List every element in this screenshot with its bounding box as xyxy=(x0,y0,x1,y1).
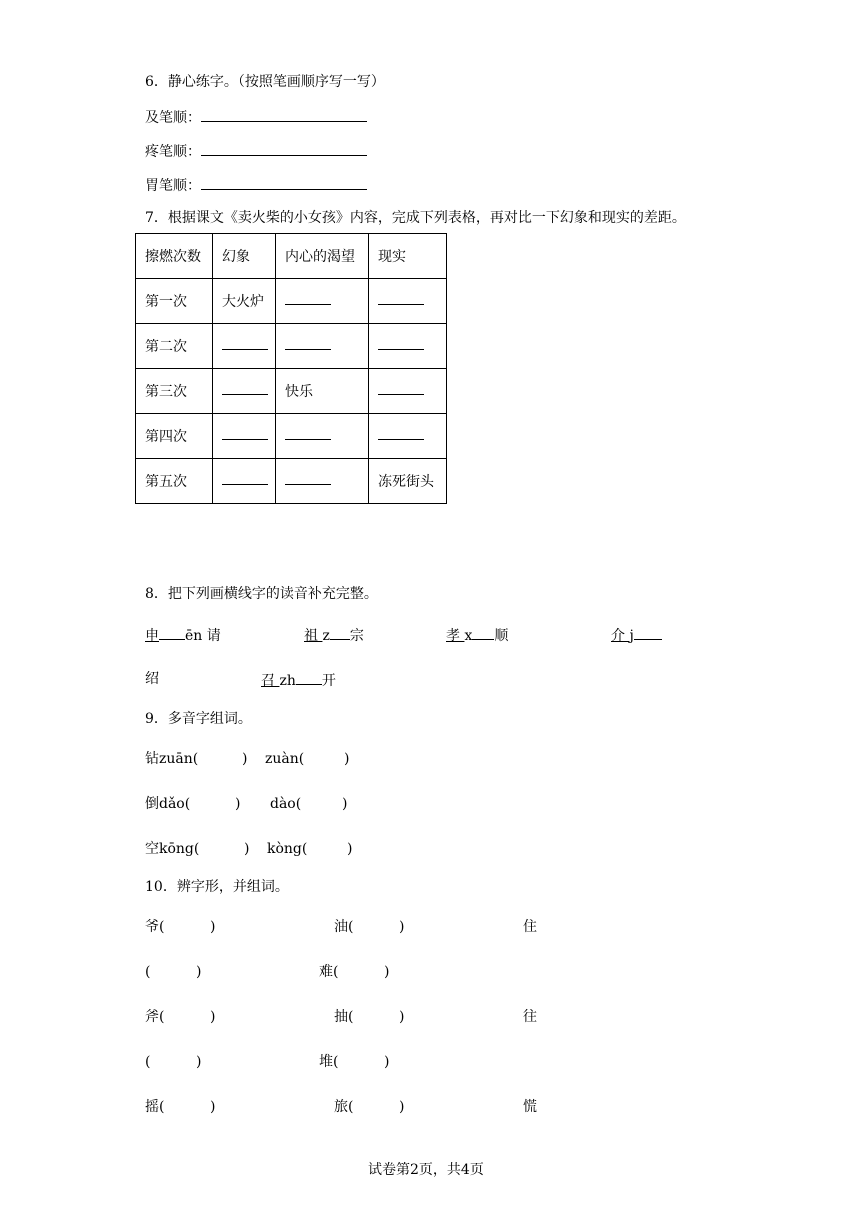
q8-item-3 xyxy=(446,626,508,644)
q9-pinyin-2: zuàn( xyxy=(265,751,305,767)
q8-item-1 xyxy=(145,626,221,644)
q10-title: 10．辨字形，并组词。 xyxy=(145,879,289,895)
q6-title: 6．静心练字。（按照笔画顺序写一写） xyxy=(145,74,385,90)
q8-title: 8．把下列画横线字的读音补充完整。 xyxy=(145,586,378,602)
q6-answer-line-2[interactable] xyxy=(201,142,367,156)
q6-item-2 xyxy=(145,142,367,160)
q6-item-1-label: 及笔顺： xyxy=(145,110,201,126)
q10-3a: 斧( xyxy=(145,1009,165,1025)
q10-5c: 慌 xyxy=(523,1099,537,1115)
q9-pinyin-2: kòng( xyxy=(267,841,308,857)
header-cell: 内心的渴望 xyxy=(276,234,369,279)
q7-table xyxy=(135,233,447,504)
q8-suffix: 开 xyxy=(321,673,336,689)
q9-close[interactable]: ) xyxy=(344,751,350,767)
q6-item-3-label: 胃笔顺： xyxy=(145,178,201,194)
table-cell: 第三次 xyxy=(136,369,213,414)
q10-close[interactable]: ) xyxy=(384,964,390,980)
q8-underlined-char: 祖 xyxy=(304,628,318,644)
q6-answer-line-3[interactable] xyxy=(201,176,367,190)
q8-suffix: ēn 请 xyxy=(185,628,221,644)
q9-row-1 xyxy=(145,751,198,767)
table-cell: 第五次 xyxy=(136,459,213,504)
table-cell: 第四次 xyxy=(136,414,213,459)
table-cell: 冻死街头 xyxy=(369,459,447,504)
q8-underlined-char: 孝 xyxy=(446,628,460,644)
q9-close[interactable]: ) xyxy=(342,796,348,812)
q10-close[interactable]: ) xyxy=(210,919,216,935)
table-cell-blank[interactable] xyxy=(276,459,369,504)
table-cell: 第二次 xyxy=(136,324,213,369)
q10-close[interactable]: ) xyxy=(399,1099,405,1115)
q8-prefix: z xyxy=(322,628,330,644)
q10-close[interactable]: ) xyxy=(399,919,405,935)
table-cell: 第一次 xyxy=(136,279,213,324)
table-cell: 快乐 xyxy=(276,369,369,414)
q10-3b: 抽( xyxy=(334,1009,354,1025)
table-row xyxy=(136,459,447,504)
q7-title: 7．根据课文《卖火柴的小女孩》内容，完成下列表格，再对比一下幻象和现实的差距。 xyxy=(145,210,686,226)
q8-underlined-char: 申 xyxy=(145,628,159,644)
q9-close[interactable]: ) xyxy=(235,796,241,812)
q8-prefix: j xyxy=(629,628,634,644)
q6-item-1 xyxy=(145,108,367,126)
q10-5b: 旅( xyxy=(334,1099,354,1115)
header-cell: 擦燃次数 xyxy=(136,234,213,279)
table-cell-blank[interactable] xyxy=(369,369,447,414)
q10-close[interactable]: ) xyxy=(210,1009,216,1025)
q10-2b: 难( xyxy=(319,964,339,980)
q8-item-5 xyxy=(261,671,336,689)
q9-row-3 xyxy=(145,841,199,857)
q10-close[interactable]: ) xyxy=(384,1054,390,1070)
q9-pinyin-2: dào( xyxy=(270,796,302,812)
q10-1a: 爷( xyxy=(145,919,165,935)
q8-pinyin-blank[interactable] xyxy=(634,626,662,640)
q10-close[interactable]: ) xyxy=(196,1054,202,1070)
header-cell: 幻象 xyxy=(213,234,276,279)
q9-close[interactable]: ) xyxy=(244,841,250,857)
q9-close[interactable]: ) xyxy=(242,751,248,767)
table-cell-blank[interactable] xyxy=(276,279,369,324)
q10-close[interactable]: ) xyxy=(399,1009,405,1025)
q9-char: 倒 xyxy=(145,796,159,812)
q10-4b: 堆( xyxy=(319,1054,339,1070)
q9-pinyin-1: dǎo( xyxy=(159,796,191,812)
q8-underlined-char: 召 xyxy=(261,673,275,689)
table-cell-blank[interactable] xyxy=(276,414,369,459)
table-cell: 大火炉 xyxy=(213,279,276,324)
q8-pinyin-blank[interactable] xyxy=(330,626,350,640)
q8-wrap-char: 绍 xyxy=(145,671,159,687)
q8-pinyin-blank[interactable] xyxy=(296,671,322,685)
q9-row-2 xyxy=(145,796,190,812)
q9-char: 空 xyxy=(145,841,159,857)
table-row xyxy=(136,279,447,324)
q10-1b: 油( xyxy=(334,919,354,935)
q10-close[interactable]: ) xyxy=(210,1099,216,1115)
q10-1c: 住 xyxy=(523,919,537,935)
q6-item-3 xyxy=(145,176,367,194)
q6-item-2-label: 疼笔顺： xyxy=(145,144,201,160)
table-cell-blank[interactable] xyxy=(369,414,447,459)
q10-5a: 摇( xyxy=(145,1099,165,1115)
table-cell-blank[interactable] xyxy=(276,324,369,369)
q9-close[interactable]: ) xyxy=(347,841,353,857)
q9-pinyin-1: zuān( xyxy=(159,751,199,767)
q8-underlined-char: 介 xyxy=(611,628,625,644)
q8-pinyin-blank[interactable] xyxy=(472,626,494,640)
q9-char: 钻 xyxy=(145,751,159,767)
table-cell-blank[interactable] xyxy=(369,324,447,369)
table-cell-blank[interactable] xyxy=(213,459,276,504)
table-row xyxy=(136,414,447,459)
q8-item-2 xyxy=(304,626,364,644)
table-row xyxy=(136,324,447,369)
header-cell: 现实 xyxy=(369,234,447,279)
q10-4a: ( xyxy=(145,1054,151,1070)
q6-answer-line-1[interactable] xyxy=(201,108,367,122)
table-header-row xyxy=(136,234,447,279)
q10-close[interactable]: ) xyxy=(196,964,202,980)
q8-prefix: x xyxy=(464,628,473,644)
q8-suffix: 顺 xyxy=(494,628,509,644)
table-cell-blank[interactable] xyxy=(213,369,276,414)
table-row xyxy=(136,369,447,414)
q8-prefix: zh xyxy=(279,673,296,689)
table-cell-blank[interactable] xyxy=(213,324,276,369)
q10-2a: ( xyxy=(145,964,151,980)
q8-pinyin-blank[interactable] xyxy=(159,626,185,640)
table-cell-blank[interactable] xyxy=(213,414,276,459)
q9-pinyin-1: kōng( xyxy=(159,841,200,857)
q8-item-4 xyxy=(611,626,662,644)
table-cell-blank[interactable] xyxy=(369,279,447,324)
q10-3c: 往 xyxy=(523,1009,537,1025)
q9-title: 9．多音字组词。 xyxy=(145,711,252,727)
page-footer: 试卷第2页，共4页 xyxy=(368,1162,484,1178)
q8-suffix: 宗 xyxy=(349,628,364,644)
